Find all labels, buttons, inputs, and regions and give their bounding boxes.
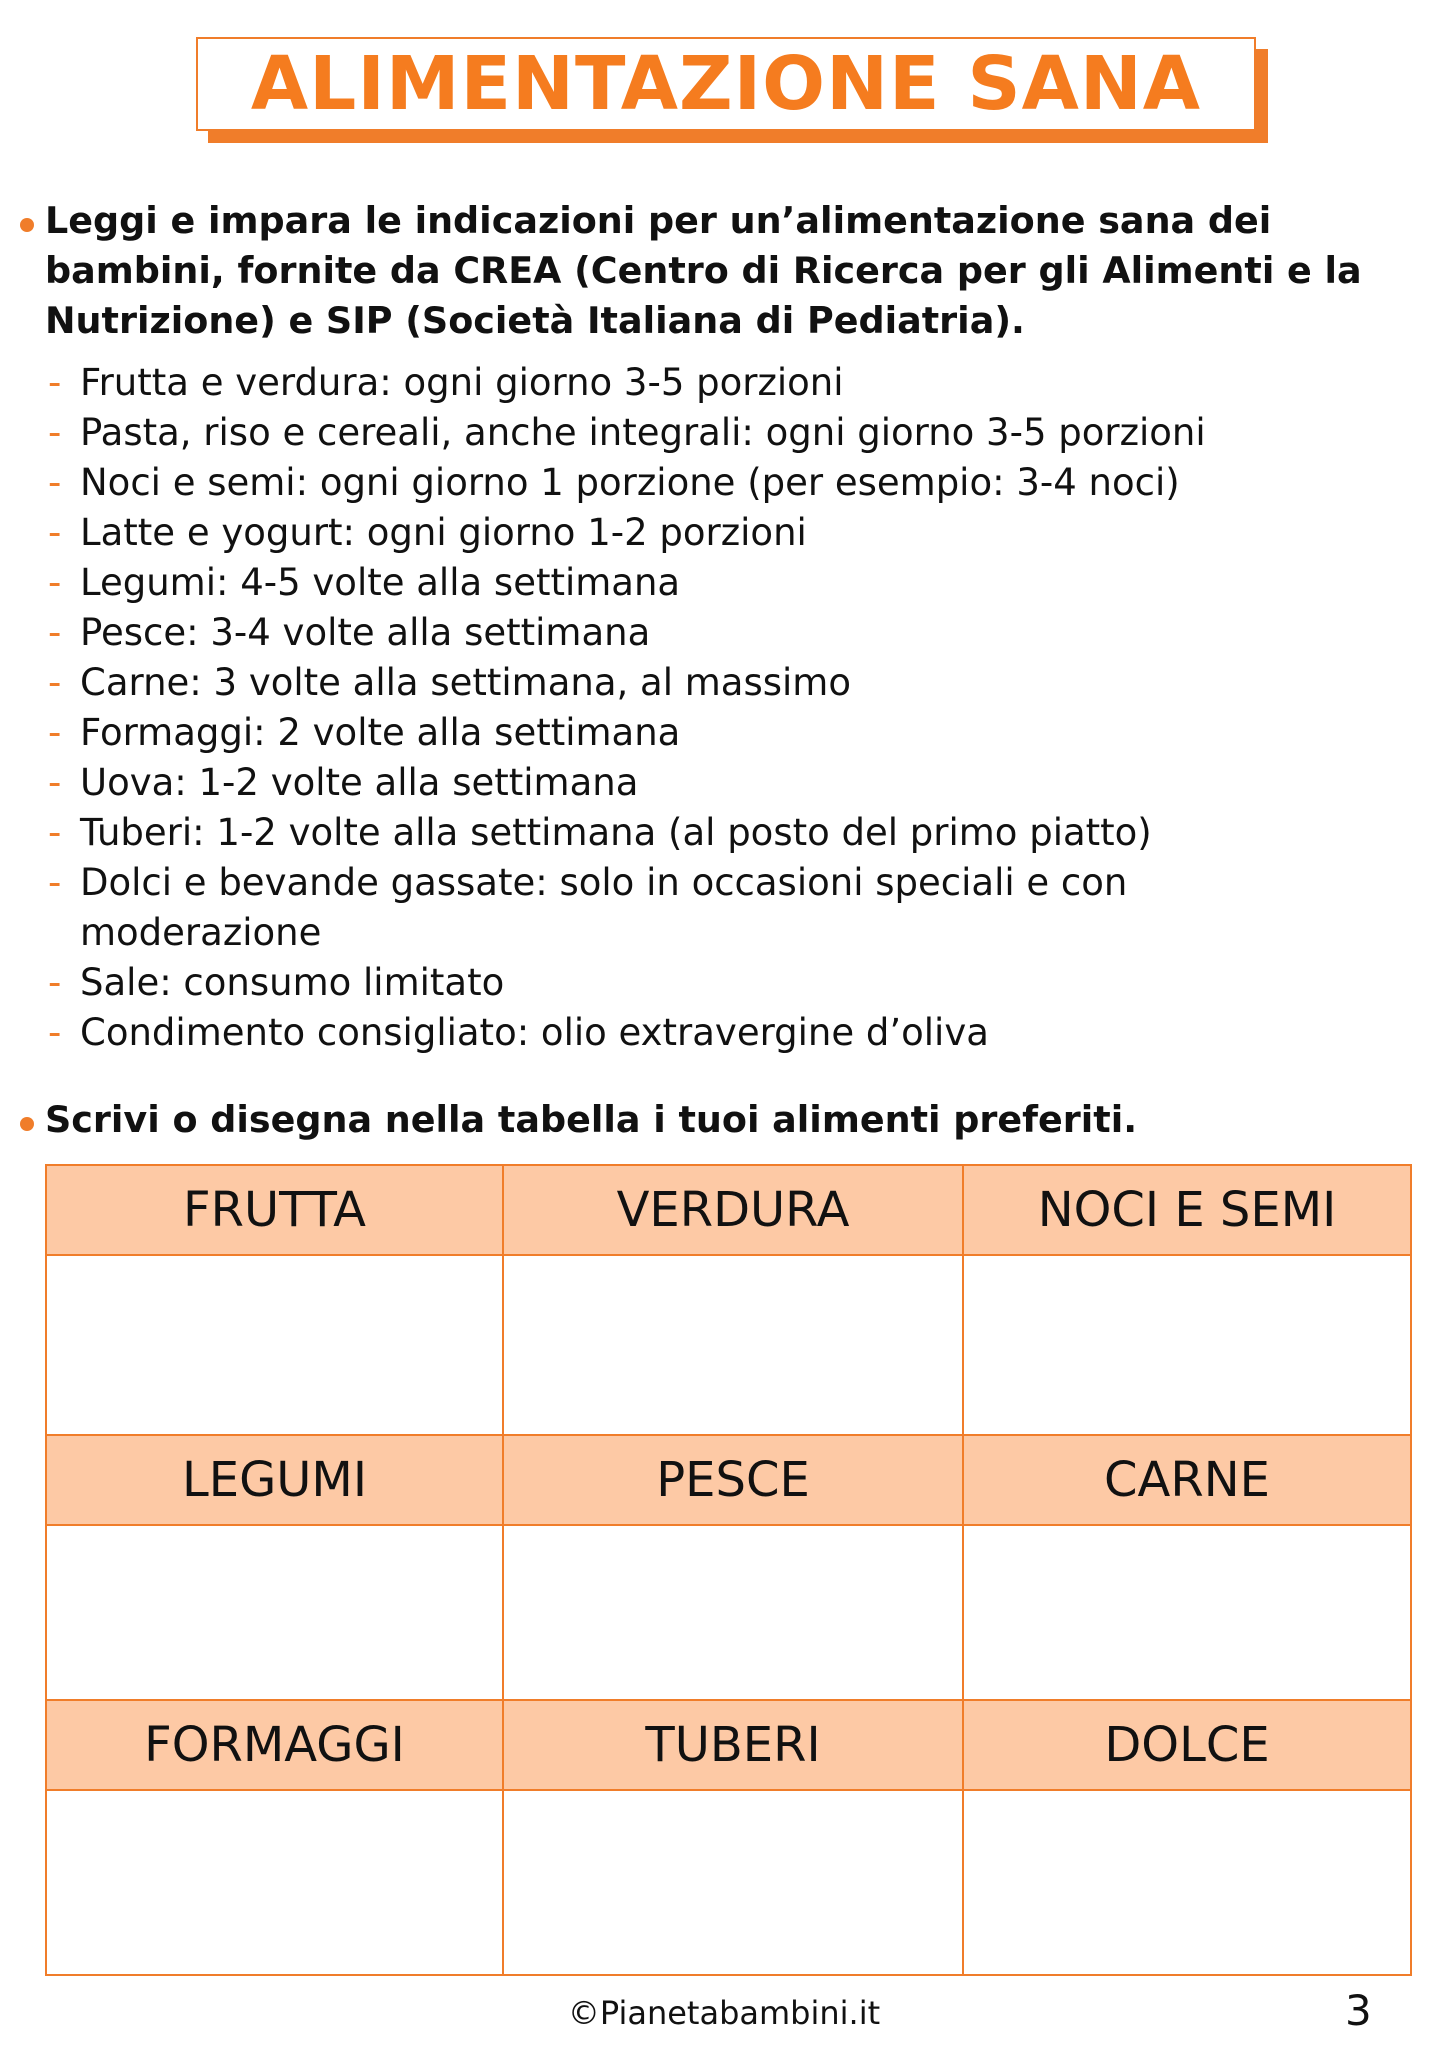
dash-icon: - xyxy=(48,411,62,454)
list-item: - Noci e semi: ogni giorno 1 porzione (per esempio: 3-4 noci) xyxy=(18,458,1418,508)
table-header-cell: NOCI E SEMI xyxy=(964,1166,1410,1256)
list-item: - Tuberi: 1-2 volte alla settimana (al posto del primo piatto) xyxy=(18,808,1418,858)
writing-cell[interactable] xyxy=(964,1791,1410,1974)
dash-icon: - xyxy=(48,361,62,404)
list-item: - Pasta, riso e cereali, anche integrali: ogni giorno 3-5 porzioni xyxy=(18,408,1418,458)
intro-line: Nutrizione) e SIP (Società Italiana di Pediatria). xyxy=(45,299,1025,342)
dash-icon: - xyxy=(48,1011,62,1054)
list-item: - Carne: 3 volte alla settimana, al massimo xyxy=(18,658,1418,708)
writing-cell[interactable] xyxy=(964,1526,1410,1701)
writing-cell[interactable] xyxy=(47,1256,504,1436)
list-item: - Frutta e verdura: ogni giorno 3-5 porzioni xyxy=(18,358,1418,408)
list-item: - Formaggi: 2 volte alla settimana xyxy=(18,708,1418,758)
dash-icon: - xyxy=(48,761,62,804)
dash-icon: - xyxy=(48,711,62,754)
dash-icon: - xyxy=(48,861,62,904)
page-number: 3 xyxy=(1345,1986,1372,2035)
table-header-cell: PESCE xyxy=(504,1436,964,1526)
table-header-cell: FRUTTA xyxy=(47,1166,504,1256)
list-item: - Uova: 1-2 volte alla settimana xyxy=(18,758,1418,808)
dash-icon: - xyxy=(48,511,62,554)
favorite-foods-table xyxy=(45,1164,1412,1976)
bullet-dot-icon xyxy=(20,1117,34,1131)
writing-cell[interactable] xyxy=(47,1526,504,1701)
intro-instruction xyxy=(18,196,1418,346)
writing-cell[interactable] xyxy=(964,1256,1410,1436)
dash-icon: - xyxy=(48,661,62,704)
table-header-cell: FORMAGGI xyxy=(47,1701,504,1791)
nutrition-rules-list xyxy=(18,358,1418,1058)
title-banner xyxy=(196,37,1268,143)
list-item: - Sale: consumo limitato xyxy=(18,958,1418,1008)
dash-icon: - xyxy=(48,611,62,654)
page-title: ALIMENTAZIONE SANA xyxy=(250,41,1202,127)
dash-icon: - xyxy=(48,811,62,854)
dash-icon: - xyxy=(48,961,62,1004)
table-header-cell: DOLCE xyxy=(964,1701,1410,1791)
table-header-cell: CARNE xyxy=(964,1436,1410,1526)
dash-icon: - xyxy=(48,561,62,604)
writing-cell[interactable] xyxy=(504,1256,964,1436)
intro-section xyxy=(18,196,1418,1058)
task-text: Scrivi o disegna nella tabella i tuoi alimenti preferiti. xyxy=(45,1098,1138,1141)
task-section xyxy=(18,1095,1418,1145)
writing-cell[interactable] xyxy=(504,1526,964,1701)
bullet-dot-icon xyxy=(20,218,34,232)
list-item: - Pesce: 3-4 volte alla settimana xyxy=(18,608,1418,658)
dash-icon: - xyxy=(48,461,62,504)
footer-copyright: ©Pianetabambini.it xyxy=(567,1994,881,2032)
title-box xyxy=(196,37,1256,131)
table-header-cell: VERDURA xyxy=(504,1166,964,1256)
list-item: - Dolci e bevande gassate: solo in occasioni speciali e con moderazione xyxy=(18,858,1418,958)
intro-line: bambini, fornite da CREA (Centro di Ricerca per gli Alimenti e la xyxy=(45,249,1362,292)
list-item: - Condimento consigliato: olio extravergine d’oliva xyxy=(18,1008,1418,1058)
writing-cell[interactable] xyxy=(504,1791,964,1974)
list-item: - Legumi: 4-5 volte alla settimana xyxy=(18,558,1418,608)
table-header-cell: LEGUMI xyxy=(47,1436,504,1526)
table-header-cell: TUBERI xyxy=(504,1701,964,1791)
intro-line: Leggi e impara le indicazioni per un’alimentazione sana dei xyxy=(45,199,1272,242)
task-instruction xyxy=(18,1095,1418,1145)
list-item: - Latte e yogurt: ogni giorno 1-2 porzioni xyxy=(18,508,1418,558)
writing-cell[interactable] xyxy=(47,1791,504,1974)
